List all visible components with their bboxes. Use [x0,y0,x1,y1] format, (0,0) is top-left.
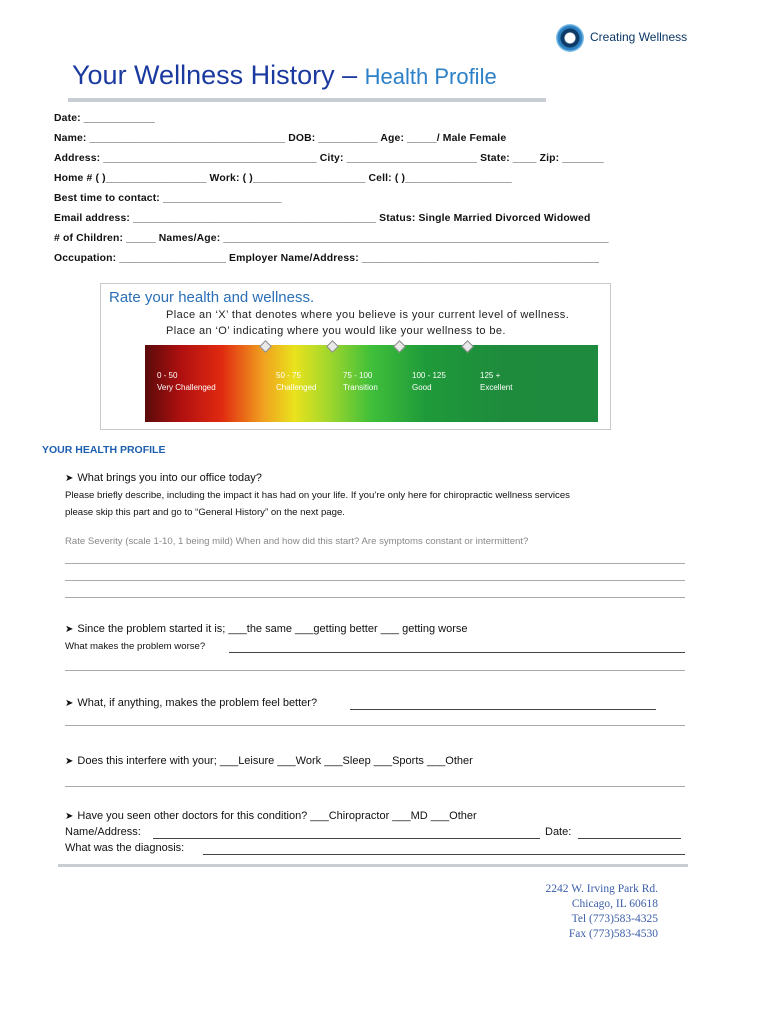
ring-logo-icon [556,24,584,52]
answer-line[interactable] [65,580,685,581]
better-answer-line[interactable] [350,709,656,710]
name-dob-age-field[interactable]: Name: _________________________________ DOB: __________ Age: _____/ Male Female [54,133,507,144]
arrow-bullet-icon: ➤ [65,756,74,767]
segment-range: 75 - 100 [343,371,373,380]
question-text[interactable]: Does this interfere with your; ___Leisure ___Work ___Sleep ___Sports ___Other [77,755,473,767]
address-city-state-field[interactable]: Address: ____________________________________ City: ______________________ State: ____ Zip: _______ [54,153,604,164]
occupation-employer-field[interactable]: Occupation: __________________ Employer Name/Address: ________________________________________ [54,253,600,264]
title-divider [68,98,546,102]
scale-segment-challenged [276,370,316,394]
footer-divider [58,864,688,867]
scale-segment-transition [343,370,378,394]
scale-segment-good [412,370,446,394]
phone-numbers-field[interactable]: Home # ( )_________________ Work: ( )___________________ Cell: ( )__________________ [54,173,512,184]
office-address [470,882,658,942]
segment-range: 0 - 50 [157,371,178,380]
arrow-bullet-icon: ➤ [65,624,74,635]
wellness-scale-bar[interactable] [145,345,598,422]
segment-label: Challenged [276,383,317,392]
children-field[interactable]: # of Children: _____ Names/Age: _________________________________________________________________ [54,233,609,244]
question-text[interactable]: Since the problem started it is; ___the same ___getting better ___ getting worse [77,623,468,635]
question-interference [65,755,473,767]
question-text: What, if anything, makes the problem feel better? [77,697,318,709]
address-city: Chicago, IL 60618 [571,898,658,910]
answer-line[interactable] [65,725,685,726]
address-fax: Fax (773)583-4530 [568,928,658,940]
severity-hint: Rate Severity (scale 1-10, 1 being mild) When and how did this start? Are symptoms constant or intermittent? [65,536,529,547]
answer-line[interactable] [65,563,685,564]
question-problem-trend [65,623,468,635]
question-text: What brings you into our office today? [77,472,262,484]
answer-line[interactable] [65,786,685,787]
doctor-name-line[interactable] [153,838,540,839]
worse-answer-line[interactable] [229,652,685,653]
question-feel-better [65,697,317,709]
segment-label: Excellent [480,383,513,392]
section-heading: YOUR HEALTH PROFILE [42,444,166,456]
segment-label: Transition [343,383,378,392]
answer-line[interactable] [65,670,685,671]
diagnosis-label: What was the diagnosis: [65,842,185,854]
arrow-bullet-icon: ➤ [65,811,74,822]
address-phone: Tel (773)583-4325 [571,913,658,925]
doctor-name-label: Name/Address: [65,826,141,838]
doctor-date-label: Date: [545,826,572,838]
question-text[interactable]: Have you seen other doctors for this condition? ___Chiropractor ___MD ___Other [77,810,477,822]
rating-instruction-x: Place an ‘X’ that denotes where you believe is your current level of wellness. [166,309,570,321]
diagnosis-line[interactable] [203,854,685,855]
logo-text: Creating Wellness [590,30,688,44]
rating-instruction-o: Place an ‘O’ indicating where you would like your wellness to be. [166,325,506,337]
segment-label: Good [412,383,432,392]
question-note: Please briefly describe, including the impact it has had on your life. If you’re only here for chiropractic wellness services [65,490,570,501]
email-status-field[interactable]: Email address: _________________________________________ Status: Single Married Divorced Widowed [54,213,591,224]
rating-title: Rate your health and wellness. [109,289,315,306]
date-field[interactable]: Date: ____________ [54,113,155,124]
question-note: please skip this part and go to “General History” on the next page. [65,507,345,518]
arrow-bullet-icon: ➤ [65,473,74,484]
page-title-sub: Health Profile [364,64,497,89]
scale-segment-excellent [480,370,512,394]
scale-segment-very-challenged [157,370,216,394]
question-worse-label: What makes the problem worse? [65,641,206,652]
creating-wellness-logo [556,24,696,54]
doctor-date-line[interactable] [578,838,681,839]
question-other-doctors [65,810,477,822]
answer-line[interactable] [65,597,685,598]
page-title [72,60,497,91]
page-title-main: Your Wellness History – [72,60,365,90]
question-visit-reason [65,472,262,484]
arrow-bullet-icon: ➤ [65,698,74,709]
address-street: 2242 W. Irving Park Rd. [545,883,658,895]
segment-range: 125 + [480,371,501,380]
segment-range: 50 - 75 [276,371,301,380]
segment-label: Very Challenged [157,383,216,392]
segment-range: 100 - 125 [412,371,446,380]
best-time-field[interactable]: Best time to contact: ____________________ [54,193,282,204]
